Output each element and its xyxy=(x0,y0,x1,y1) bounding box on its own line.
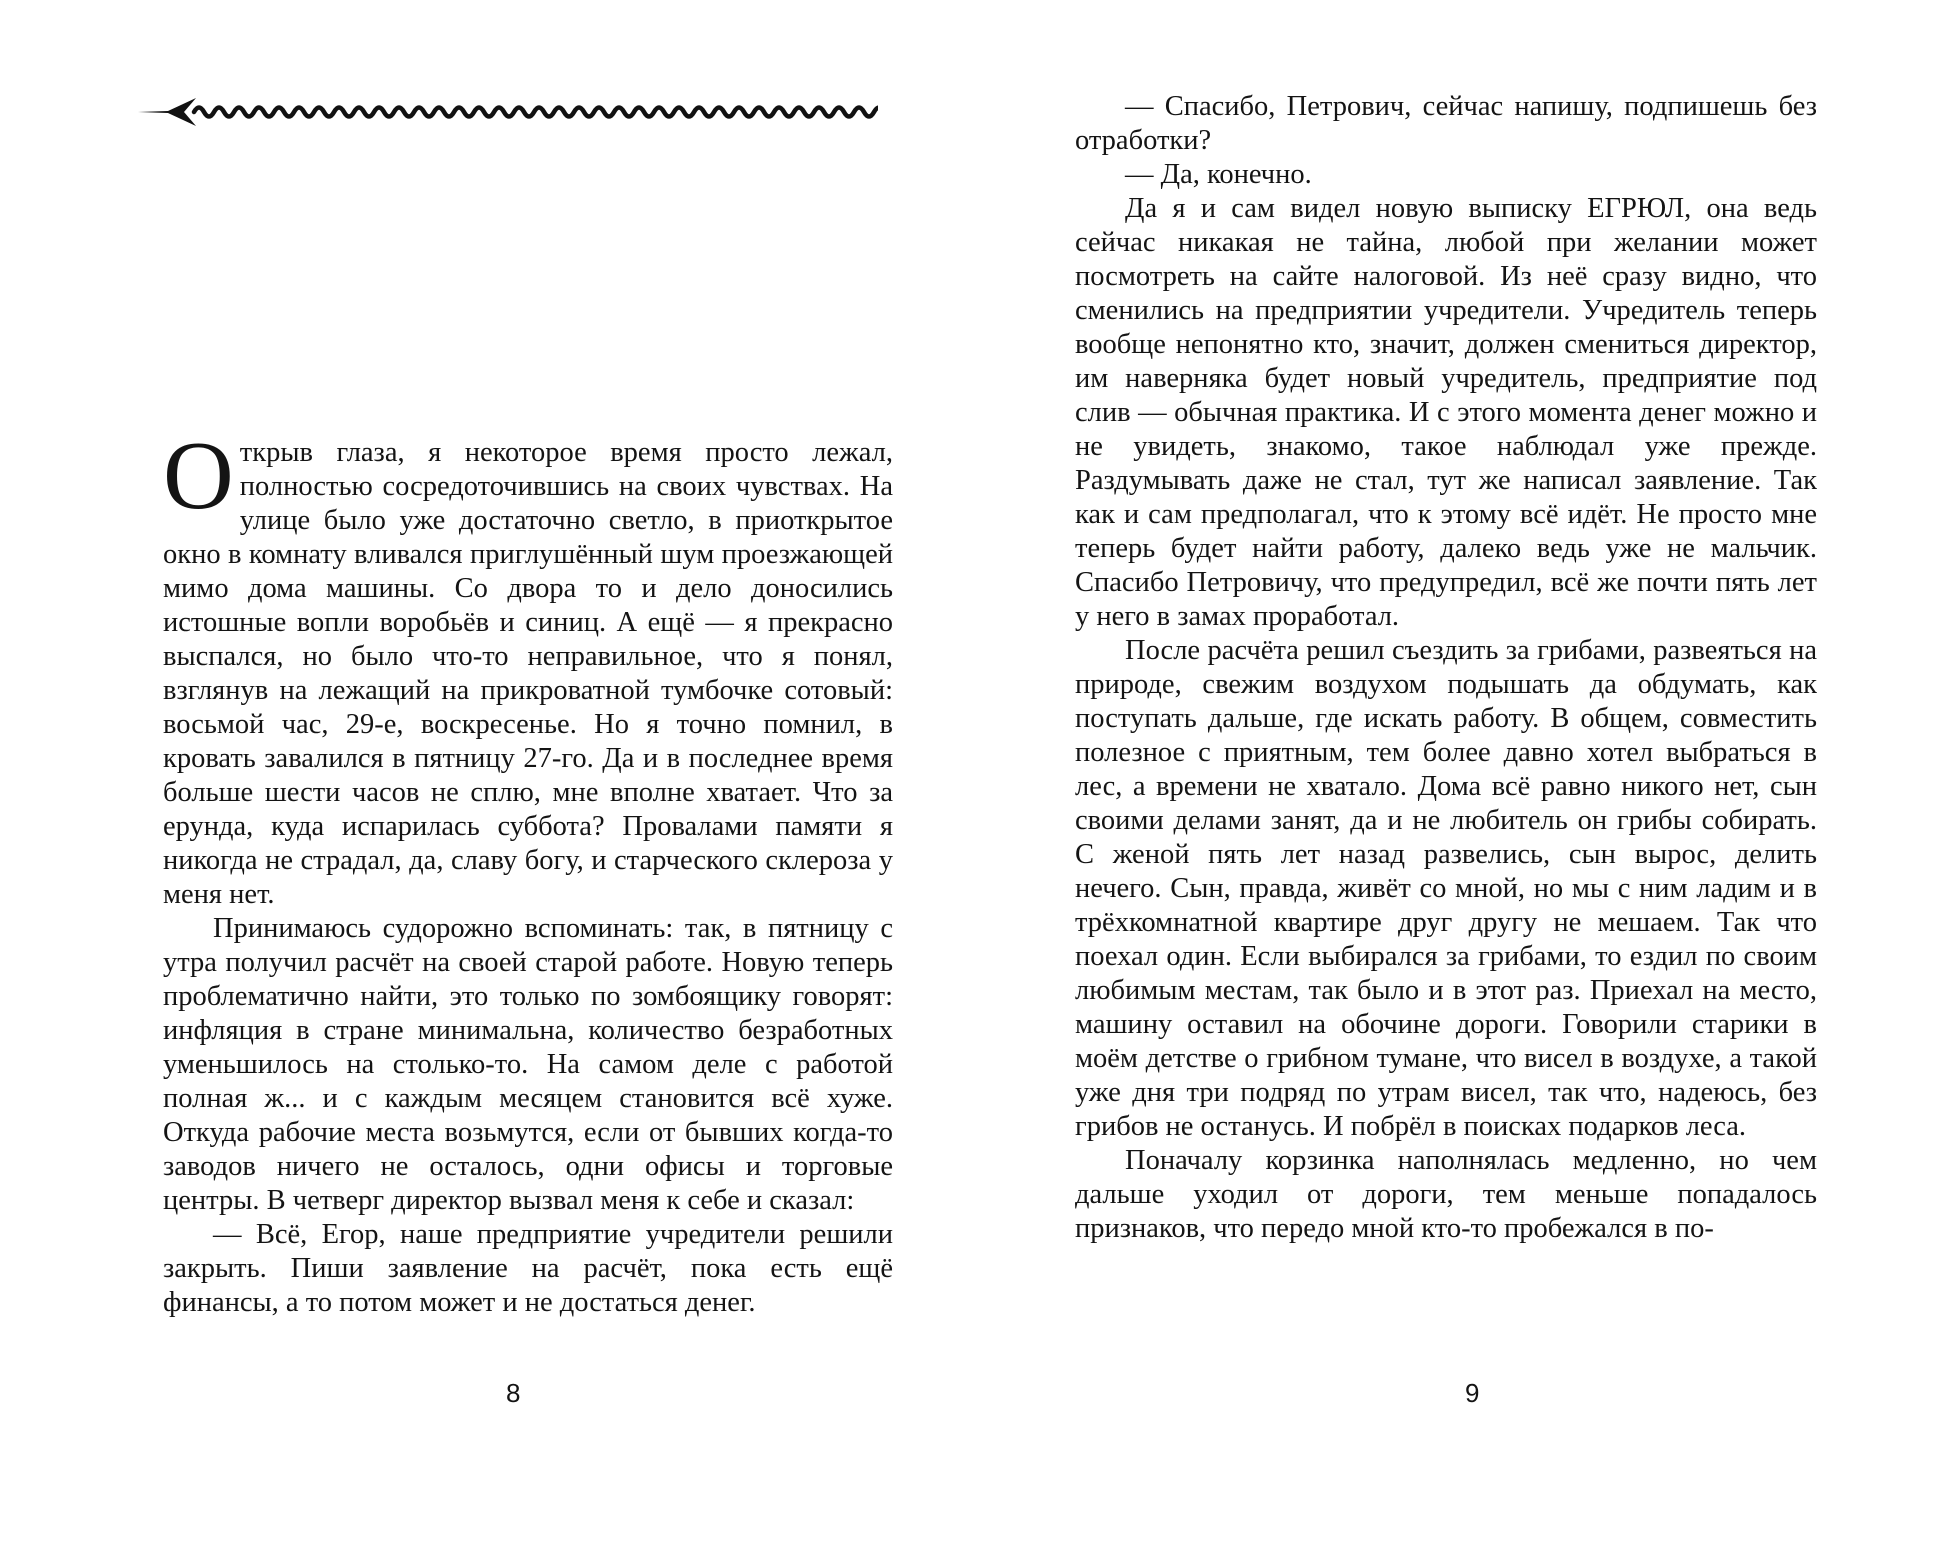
opening-paragraph xyxy=(163,422,893,912)
right-page-text xyxy=(1075,90,1817,1246)
page-number: 9 xyxy=(1465,1378,1480,1408)
right-page xyxy=(975,0,1951,1543)
paragraph: Принимаюсь судорожно вспоминать: так, в пятницу с утра получил расчёт на своей старой работе. Новую теперь проблематично найти, это только по зомбоящику говорят: инфляция в стране минимальна, количество безработных уменьшилось на столько-то. На самом деле с работой полная ж... и с каждым месяцем становится всё хуже. Откуда рабочие места возьмутся, если от бывших когда-то заводов ничего не осталось, одни офисы и торговые центры. В четверг директор вызвал меня к себе и сказал: xyxy=(163,913,893,1216)
left-page-text xyxy=(163,422,893,1320)
paragraph: После расчёта решил съездить за грибами, развеяться на природе, свежим воздухом подышать да обдумать, как поступать дальше, где искать работу. В общем, совместить полезное с приятным, тем более давно хотел выбраться в лес, а времени не хватало. Дома всё равно никого нет, сын своими делами занят, да и не любитель он грибы собирать. С женой пять лет назад развелись, сын вырос, делить нечего. Сын, правда, живёт со мной, но мы с ним ладим и в трёхкомнатной квартире друг другу не мешаем. Так что поехал один. Если выбирался за грибами, то ездил по своим любимым местам, так было и в этот раз. Приехал на место, машину оставил на обочине дороги. Говорили старики в моём детстве о грибном тумане, что висел в воздухе, а такой уже дня три подряд по утрам висел, так что, надеюсь, без грибов не останусь. И побрёл в поисках подарков леса. xyxy=(1075,635,1817,1142)
drop-cap: О xyxy=(163,422,234,530)
paragraph: Поначалу корзинка наполнялась медленно, но чем дальше уходил от дороги, тем меньше попадалось признаков, что передо мной кто-то пробежался в по- xyxy=(1075,1145,1817,1244)
opening-paragraph-text: ткрыв глаза, я некоторое время просто лежал, полностью сосредоточившись на своих чувствах. На улице было уже достаточно светло, в приоткрытое окно в комнату вливался приглушённый шум проезжающей мимо дома машины. Со двора то и дело доносились истошные вопли воробьёв и синиц. А ещё — я прекрасно выспался, но было что-то неправильное, что я понял, взглянув на лежащий на прикроватной тумбочке сотовый: восьмой час, 29-е, воскресенье. Но я точно помнил, в кровать завалился в пятницу 27-го. Да и в последнее время больше шести часов не сплю, мне вполне хватает. Что за ерунда, куда испарилась суббота? Провалами памяти я никогда не страдал, да, славу богу, и старческого склероза у меня нет. xyxy=(163,437,893,910)
left-page xyxy=(0,0,975,1543)
page-number: 8 xyxy=(506,1378,521,1408)
paragraph: Да я и сам видел новую выписку ЕГРЮЛ, она ведь сейчас никакая не тайна, любой при желании может посмотреть на сайте налоговой. Из неё сразу видно, что сменились на предприятии учредители. Учредитель теперь вообще непонятно кто, значит, должен смениться директор, им наверняка будет новый учредитель, предприятие под слив — обычная практика. И с этого момента денег можно и не увидеть, знакомо, такое наблюдал уже прежде. Раздумывать даже не стал, тут же написал заявление. Так как и сам предполагал, что к этому всё идёт. Не просто мне теперь будет найти работу, далеко ведь уже не мальчик. Спасибо Петровичу, что предупредил, всё же почти пять лет у него в замах проработал. xyxy=(1075,193,1817,632)
chapter-ornament-icon xyxy=(138,92,878,132)
dialogue-paragraph: — Спасибо, Петрович, сейчас напишу, подпишешь без отработки? xyxy=(1075,91,1817,156)
dialogue-paragraph: — Всё, Егор, наше предприятие учредители решили закрыть. Пиши заявление на расчёт, пока есть ещё финансы, а то потом может и не достаться денег. xyxy=(163,1219,893,1318)
dialogue-paragraph: — Да, конечно. xyxy=(1125,159,1312,190)
